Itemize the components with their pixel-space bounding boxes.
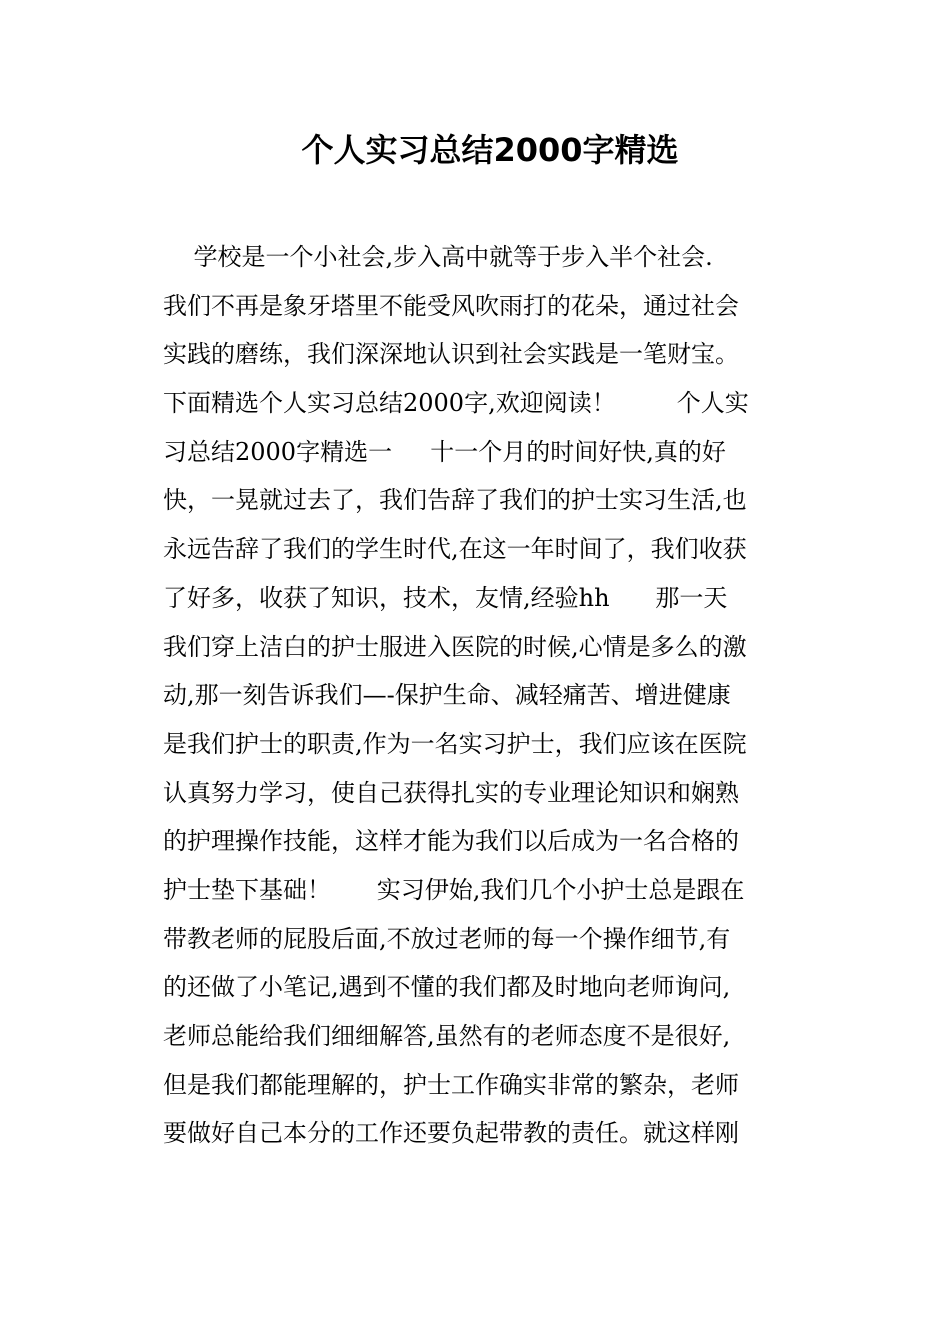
body-line: 我们不再是象牙塔里不能受风吹雨打的花朵，通过社会 [163, 291, 739, 320]
body-line: 实践的磨练，我们深深地认识到社会实践是一笔财宝。 [163, 340, 739, 369]
body-line: 的护理操作技能，这样才能为我们以后成为一名合格的 [163, 827, 739, 856]
body-line: 学校是一个小社会,步入高中就等于步入半个社会. [163, 243, 713, 271]
body-line: 但是我们都能理解的，护士工作确实非常的繁杂，老师 [163, 1070, 739, 1099]
body-line: 是我们护士的职责,作为一名实习护士，我们应该在医院 [163, 729, 747, 758]
body-line: 下面精选个人实习总结2000字,欢迎阅读！ 个人实 [163, 389, 749, 418]
body-line: 永远告辞了我们的学生时代,在这一年时间了，我们收获 [163, 535, 747, 564]
body-line: 老师总能给我们细细解答,虽然有的老师态度不是很好, [163, 1022, 731, 1050]
body-line: 快，一晃就过去了，我们告辞了我们的护士实习生活,也 [163, 486, 747, 515]
body-line: 动,那一刻告诉我们—-保护生命、减轻痛苦、增进健康 [163, 681, 731, 710]
body-line: 带教老师的屁股后面,不放过老师的每一个操作细节,有 [163, 924, 731, 953]
document-title: 个人实习总结2000字精选 [301, 131, 679, 169]
body-line: 要做好自己本分的工作还要负起带教的责任。就这样刚 [163, 1119, 739, 1148]
body-line: 护士垫下基础！ 实习伊始,我们几个小护士总是跟在 [163, 875, 745, 904]
body-line: 习总结2000字精选一 十一个月的时间好快,真的好 [163, 437, 726, 466]
body-line: 认真努力学习，使自己获得扎实的专业理论知识和娴熟 [163, 778, 739, 807]
document-body [163, 233, 793, 1158]
body-line: 了好多，收获了知识，技术，友情,经验hh 那一天 [163, 583, 728, 612]
body-line: 我们穿上洁白的护士服进入医院的时候,心情是多么的激 [163, 632, 747, 661]
body-line: 的还做了小笔记,遇到不懂的我们都及时地向老师询问, [163, 973, 731, 1002]
